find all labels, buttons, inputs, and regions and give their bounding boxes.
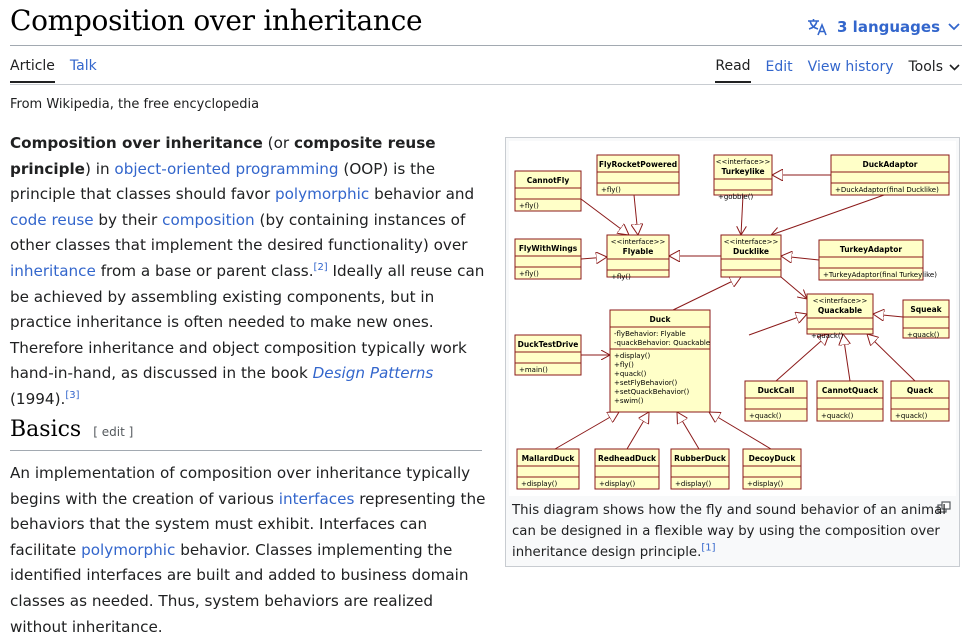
uml-class-name: Duck [649,315,671,324]
uml-method: +swim() [614,397,644,405]
uml-stereotype: <<interface>> [812,297,868,305]
link-polymorphic[interactable]: polymorphic [81,540,176,559]
tools-label: Tools [908,59,943,75]
uml-class-cannot-fly [515,171,581,211]
uml-class-turkey-adaptor [819,240,937,280]
uml-class-turkeylike [714,155,772,201]
uml-method: +fly() [519,270,539,278]
uml-class-name: Squeak [910,305,942,314]
uml-method: +display() [614,352,651,360]
edit-section-link[interactable]: [ edit ] [93,425,134,439]
tab-read[interactable]: Read [715,58,750,83]
text: (or [262,134,294,152]
uml-class-name: Flyable [622,247,654,256]
uml-field: -flyBehavior: Flyable [614,330,686,338]
languages-button[interactable] [807,14,960,40]
uml-class-quackable [807,294,873,340]
uml-class-name: Ducklike [732,247,770,256]
uml-method: +fly() [611,273,631,281]
uml-class-name: DuckTestDrive [517,340,579,349]
uml-class-flyable [607,235,669,281]
title-divider [10,45,962,46]
uml-method: +display() [747,480,784,488]
uml-method: +setFlyBehavior() [614,379,678,387]
uml-diagram[interactable] [509,141,956,496]
text: An implementation of composition over inheritance typically begins with the creation of various [10,464,471,508]
uml-method: +fly() [519,202,539,210]
uml-stereotype: <<interface>> [610,238,666,246]
uml-class-name: FlyWithWings [518,244,578,253]
uml-method: +quack() [895,412,928,420]
text: Ideally all reuse can be achieved by assembling existing components, but in practice inheritance is often needed to make new ones. Therefore inheritance and object composition typically work hand-in-hand, as discussed in the book [10,261,485,383]
uml-method: +quack() [614,370,647,378]
uml-method: +fly() [614,361,634,369]
uml-class-name: DuckCall [757,386,795,395]
uml-class-duck-call [745,381,807,421]
tagline: From Wikipedia, the free encyclopedia [10,97,260,112]
uml-class-name: RubberDuck [674,454,726,463]
translate-icon [807,18,829,36]
uml-method: +gobble() [718,193,754,201]
link-composition[interactable]: composition [162,210,255,229]
reference-3[interactable]: [3] [65,389,80,401]
uml-class-cannot-quack [817,381,883,421]
uml-class-decoy-duck [743,449,801,489]
text: (by containing instances of other classes that implement the desired functionality) over [10,210,468,255]
uml-method: +display() [675,480,712,488]
uml-class-quack [891,381,949,421]
uml-field: -quackBehavior: Quackable [614,339,711,347]
uml-class-fly-rocket-powered [597,155,679,195]
uml-method: +quack() [811,332,844,340]
uml-class-duck-adaptor [831,155,949,195]
uml-class-fly-with-wings [515,239,581,279]
text: ) in [84,159,115,178]
uml-method: +display() [599,480,636,488]
figure-caption [512,500,952,563]
tab-article[interactable]: Article [10,58,55,83]
text: from a base or parent class. [95,261,314,280]
uml-method: +main() [519,366,548,374]
reference-1[interactable]: [1] [701,542,716,554]
section-heading-basics [10,417,482,451]
figure-thumbnail [505,137,960,567]
reference-2[interactable]: [2] [313,261,328,273]
bold-term: composite reuse principle [10,134,436,178]
tab-view-history[interactable]: View history [807,59,894,75]
section-title: Basics [10,417,82,442]
uml-class-name: DecoyDuck [748,454,796,463]
tabs-divider [10,84,962,85]
uml-method: +TurkeyAdaptor(final Turkeylike) [823,271,937,279]
uml-stereotype: <<interface>> [723,238,779,246]
chevron-down-icon [948,23,960,31]
uml-class-ducklike [721,235,781,277]
uml-method: +DuckAdaptor(final Ducklike) [835,186,939,194]
link-design-patterns[interactable]: Design Patterns [312,364,434,383]
link-polymorphic[interactable]: polymorphic [274,185,370,204]
text: (1994). [10,389,66,408]
uml-method: +quack() [821,412,854,420]
page-title: Composition over inheritance [10,4,423,37]
languages-label: 3 languages [837,18,940,36]
link-object-oriented-programming[interactable]: object-oriented programming [114,159,339,178]
bold-term: Composition over inheritance [10,134,263,152]
text: behavior and [369,185,475,204]
uml-class-name: Turkeylike [721,167,765,176]
uml-class-name: TurkeyAdaptor [839,245,903,254]
uml-method: +display() [521,480,558,488]
tab-talk[interactable]: Talk [69,58,97,74]
uml-method: +setQuackBehavior() [614,388,690,396]
uml-class-duck [610,310,710,412]
uml-class-squeak [903,300,949,339]
tab-edit[interactable]: Edit [765,59,793,75]
uml-class-rubber-duck [671,449,729,489]
uml-class-name: CannotQuack [821,386,879,395]
uml-class-redhead-duck [595,449,659,489]
link-code-reuse[interactable]: code reuse [10,210,94,229]
uml-class-duck-test-drive [515,335,581,375]
view-tabs [715,58,960,83]
chevron-down-icon [949,59,960,75]
text: (OOP) is the principle that classes should favor [10,159,436,204]
uml-class-name: Quack [906,386,934,395]
caption-text: This diagram shows how the fly and sound behavior of an animal can be designed in a flexible way by using the composition over inheritance design principle. [512,503,946,560]
uml-stereotype: <<interface>> [715,158,771,166]
intro-paragraph [10,131,488,413]
basics-paragraph [10,461,488,640]
link-inheritance[interactable]: inheritance [10,261,96,280]
uml-class-name: DuckAdaptor [862,160,918,169]
link-interfaces[interactable]: interfaces [278,489,355,508]
uml-method: +fly() [601,186,621,194]
uml-class-mallard-duck [517,449,579,489]
uml-method: +quack() [749,412,782,420]
tools-menu[interactable] [909,59,961,82]
text: by their [93,210,163,229]
uml-class-name: RedheadDuck [597,454,657,463]
uml-class-name: MallardDuck [521,454,575,463]
uml-class-name: CannotFly [526,176,570,185]
uml-class-name: FlyRocketPowered [598,160,678,169]
text: representing the behaviors that the system must exhibit. Interfaces can facilitate [10,489,486,559]
text: behavior. Classes implementing the identified interfaces are built and added to business domain classes as needed. Thus, system behaviors are realized without inheritance. [10,540,469,636]
namespace-tabs [10,58,97,83]
uml-method: +quack() [907,331,940,339]
uml-class-name: Quackable [817,306,863,315]
